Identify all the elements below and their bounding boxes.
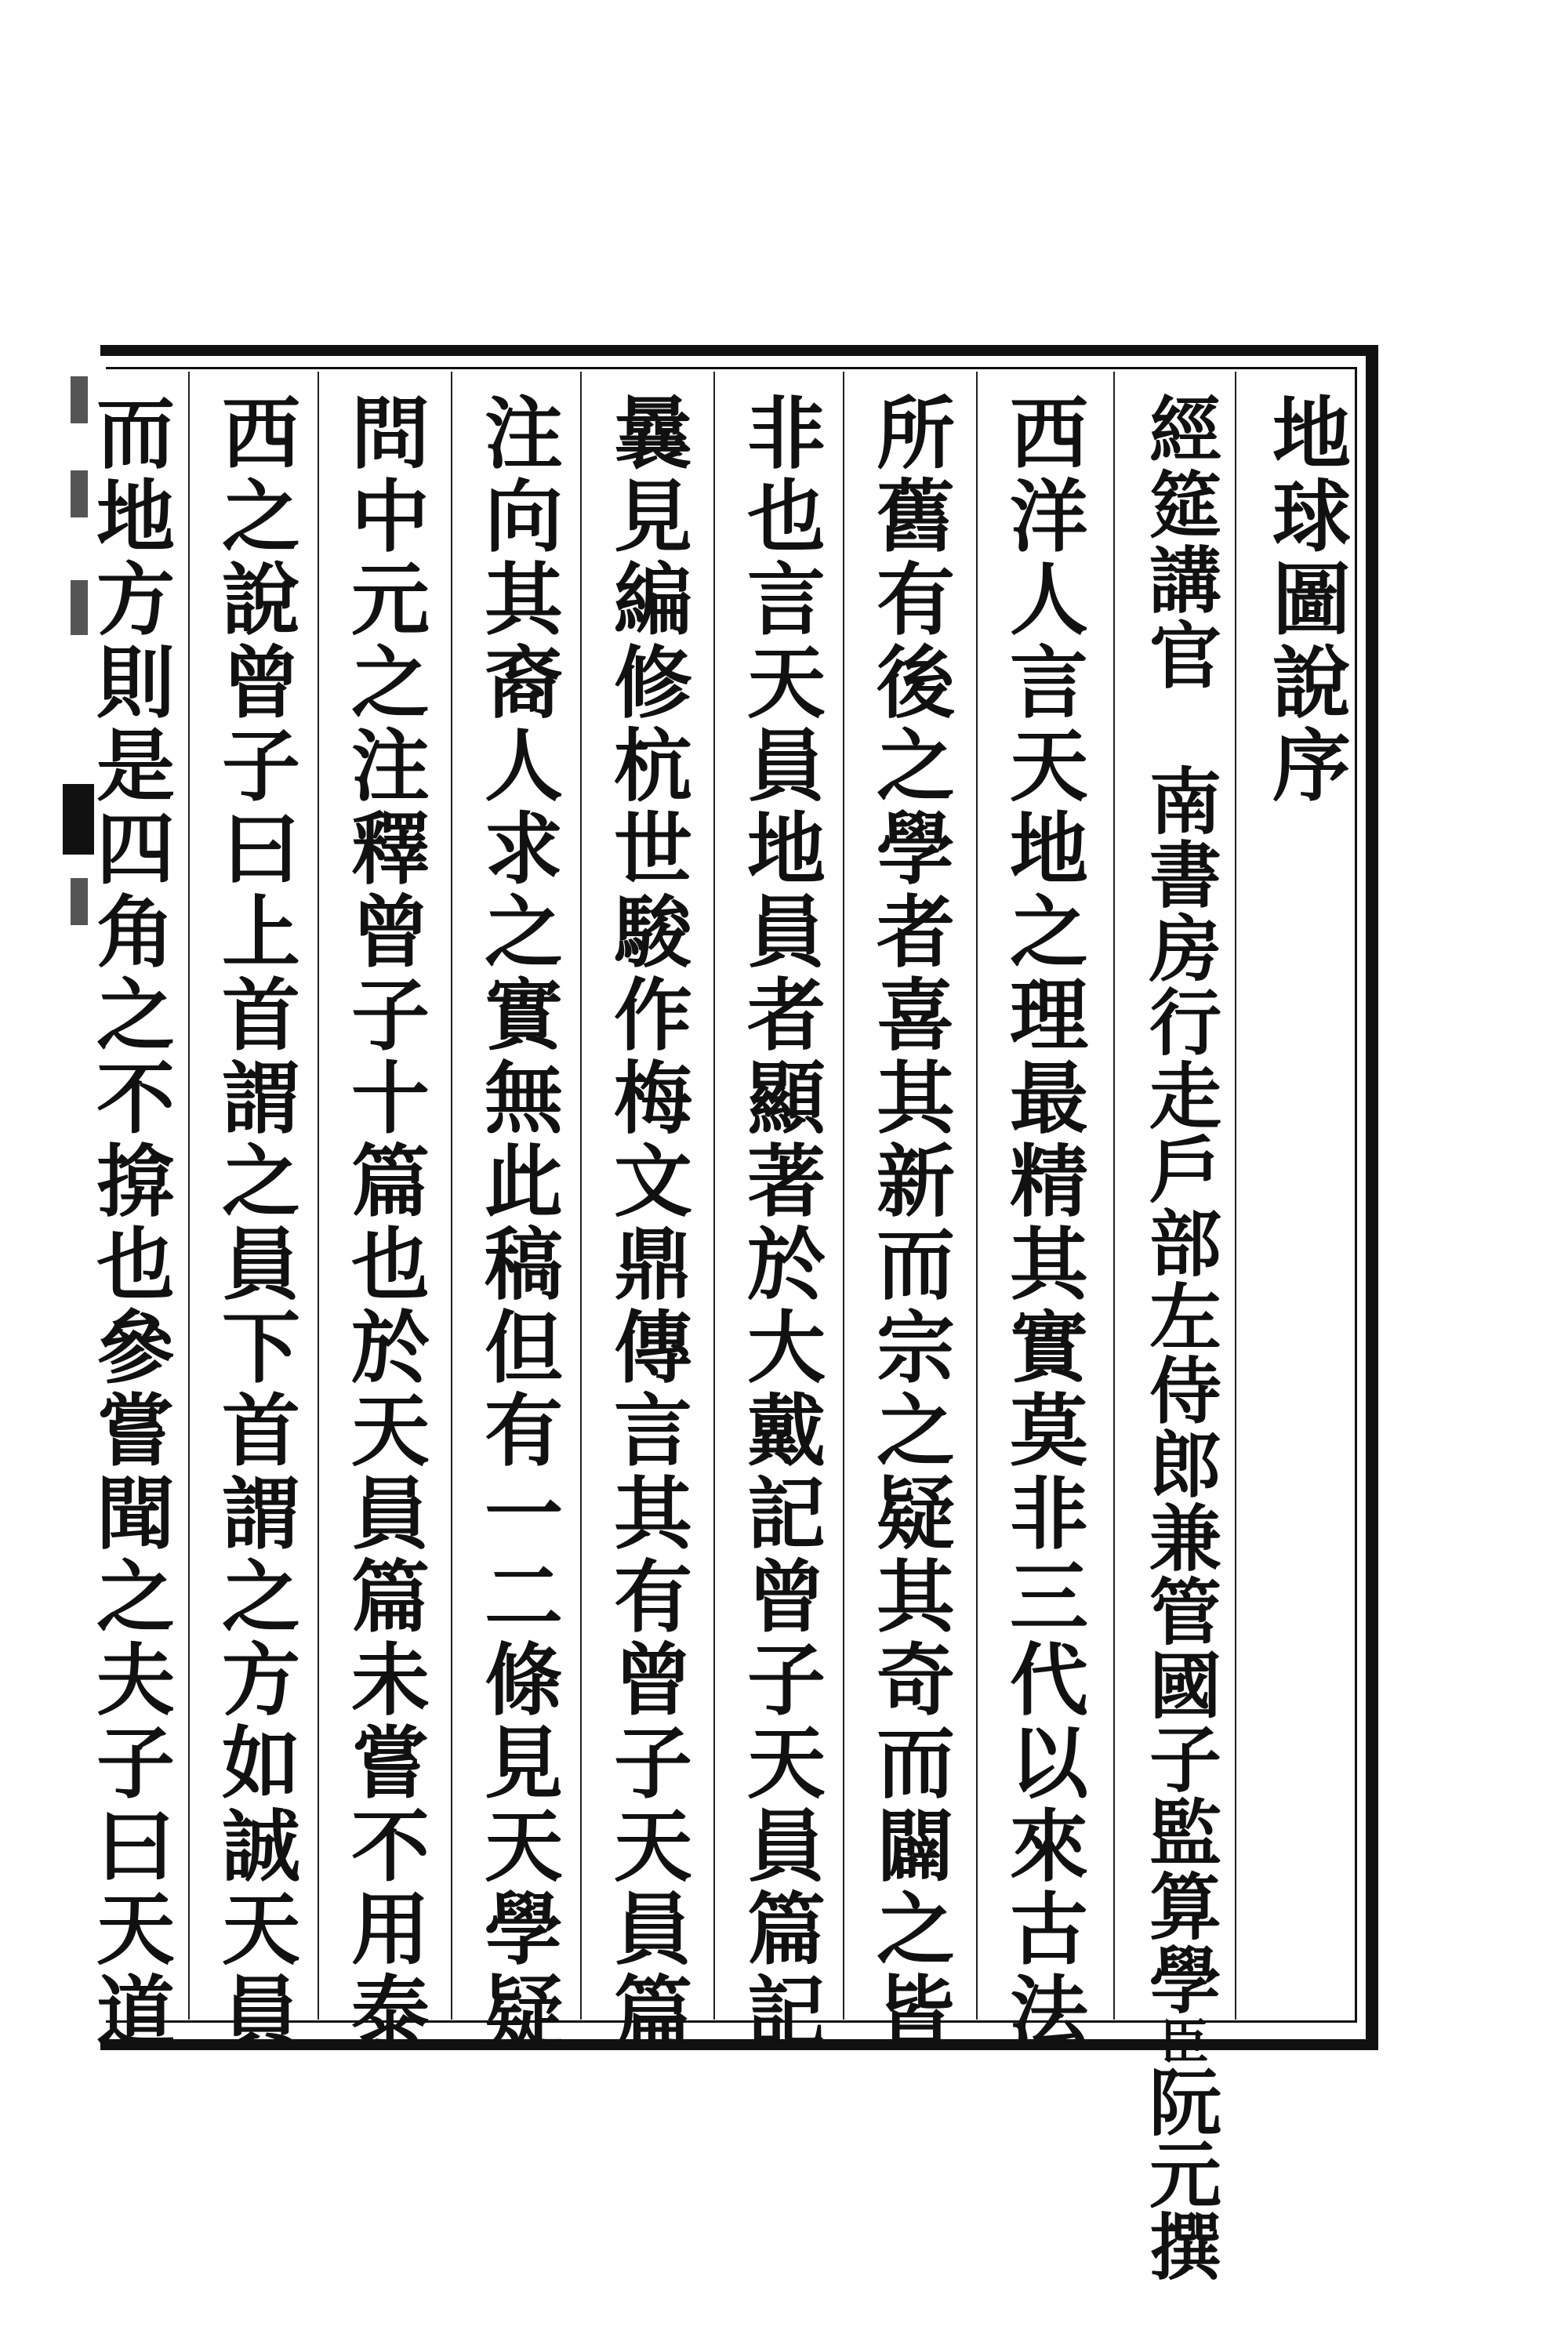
column-rule — [580, 372, 582, 2020]
author-credit — [1121, 392, 1239, 2281]
column-rule — [188, 372, 190, 2020]
text-column-2: 所舊有後之學者喜其新而宗之疑其奇而闢之皆 — [863, 392, 956, 2054]
credit-author: 阮元撰 — [1138, 2065, 1222, 2281]
column-rule — [713, 372, 715, 2020]
text-column-1: 西洋人言天地之理最精其實莫非三代以來古法 — [996, 392, 1089, 2054]
credit-office: 經筵講官 — [1138, 392, 1222, 693]
credit-rank: 南書房行走戶部左侍郎兼管國子監算學 — [1138, 764, 1222, 2016]
credit-subject-mark: 臣 — [1152, 2016, 1209, 2065]
text-column-6: 問中元之注釋曾子十篇也於天員篇未嘗不用泰 — [338, 392, 430, 2054]
text-column-4: 曩見編修杭世駿作梅文鼎傳言其有曾子天員篇 — [601, 392, 693, 2054]
text-column-5: 注向其裔人求之實無此稿但有一二條見天學疑 — [471, 392, 564, 2054]
column-rule — [1113, 372, 1115, 2020]
column-rule — [318, 372, 319, 2020]
column-rule — [843, 372, 844, 2020]
column-rule — [976, 372, 978, 2020]
page-title: 地球圖說序 — [1259, 392, 1352, 808]
text-column-8: 而地方則是四角之不揜也參嘗聞之夫子曰天道 — [83, 392, 176, 2054]
column-rule — [451, 372, 452, 2020]
text-column-3: 非也言天員地員者顯著於大戴記曾子天員篇記 — [734, 392, 826, 2054]
text-column-7: 西之說曾子曰上首謂之員下首謂之方如誠天員 — [209, 392, 301, 2054]
